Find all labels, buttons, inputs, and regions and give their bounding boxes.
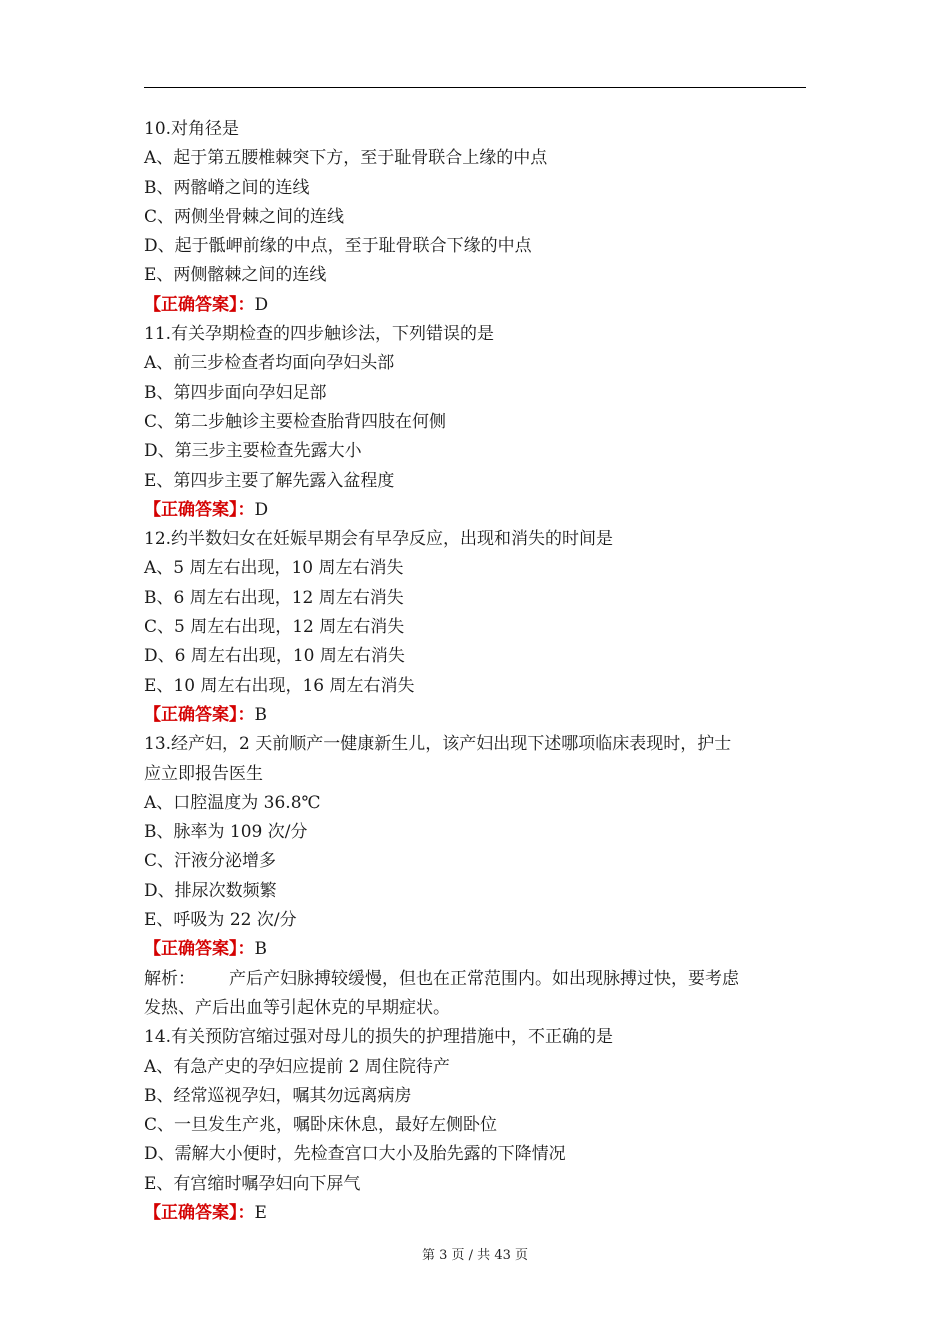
option-a: A、前三步检查者均面向孕妇头部 <box>144 353 395 374</box>
page-footer: 第 3 页 / 共 43 页 <box>422 1248 528 1263</box>
answer-label: 【正确答案】： <box>144 1202 255 1223</box>
question-stem: 11.有关孕期检查的四步触诊法，下列错误的是 <box>144 324 495 345</box>
answer-value: E <box>254 1202 267 1223</box>
question-stem: 14.有关预防宫缩过强对母儿的损失的护理措施中，不正确的是 <box>144 1027 614 1048</box>
page-content <box>144 115 806 1228</box>
header-rule <box>144 87 806 88</box>
option-a: A、5 周左右出现，10 周左右消失 <box>144 558 404 579</box>
option-c: C、第二步触诊主要检查胎背四肢在何侧 <box>144 411 447 432</box>
option-e: E、第四步主要了解先露入盆程度 <box>144 470 395 491</box>
option-b: B、两髂嵴之间的连线 <box>144 177 310 198</box>
correct-answer <box>144 291 806 320</box>
question-stem-line-1: 13.经产妇，2 天前顺产一健康新生儿，该产妇出现下述哪项临床表现时，护士 <box>144 734 732 755</box>
answer-label: 【正确答案】： <box>144 939 255 960</box>
option-a: A、口腔温度为 36.8℃ <box>144 792 321 813</box>
question-13 <box>144 730 806 1023</box>
option-b: B、6 周左右出现，12 周左右消失 <box>144 587 404 608</box>
question-14 <box>144 1023 806 1228</box>
option-d: D、6 周左右出现，10 周左右消失 <box>144 646 405 667</box>
question-stem-line-2: 应立即报告医生 <box>144 763 263 784</box>
question-12 <box>144 525 806 730</box>
option-c: C、汗液分泌增多 <box>144 851 277 872</box>
option-d: D、需解大小便时，先检查宫口大小及胎先露的下降情况 <box>144 1144 566 1165</box>
option-d: D、第三步主要检查先露大小 <box>144 441 362 462</box>
question-stem: 12.约半数妇女在妊娠早期会有早孕反应，出现和消失的时间是 <box>144 529 614 550</box>
answer-value: B <box>254 939 267 960</box>
option-c: C、一旦发生产兆，嘱卧床休息，最好左侧卧位 <box>144 1115 498 1136</box>
option-c: C、5 周左右出现，12 周左右消失 <box>144 617 405 638</box>
correct-answer <box>144 496 806 525</box>
answer-value: D <box>254 499 269 520</box>
analysis-label: 解析： <box>144 968 195 989</box>
answer-label: 【正确答案】： <box>144 704 255 725</box>
question-stem: 10.对角径是 <box>144 119 240 139</box>
option-a: A、有急产史的孕妇应提前 2 周住院待产 <box>144 1056 450 1077</box>
option-e: E、两侧髂棘之间的连线 <box>144 265 327 286</box>
answer-label: 【正确答案】： <box>144 499 255 520</box>
analysis-line-2: 发热、产后出血等引起休克的早期症状。 <box>144 997 450 1018</box>
option-b: B、脉率为 109 次/分 <box>144 822 308 843</box>
option-b: B、经常巡视孕妇，嘱其勿远离病房 <box>144 1085 412 1106</box>
question-11 <box>144 320 806 525</box>
answer-value: B <box>254 704 267 725</box>
analysis-text: 产后产妇脉搏较缓慢，但也在正常范围内。如出现脉搏过快，要考虑 <box>229 968 739 989</box>
correct-answer <box>144 935 806 964</box>
answer-label: 【正确答案】： <box>144 294 255 315</box>
correct-answer <box>144 701 806 730</box>
question-10 <box>144 115 806 320</box>
option-d: D、起于骶岬前缘的中点，至于耻骨联合下缘的中点 <box>144 236 532 257</box>
option-d: D、排尿次数频繁 <box>144 880 277 901</box>
analysis-line-1 <box>144 965 806 994</box>
option-a: A、起于第五腰椎棘突下方，至于耻骨联合上缘的中点 <box>144 148 548 169</box>
answer-value: D <box>254 294 269 315</box>
option-e: E、10 周左右出现，16 周左右消失 <box>144 675 415 696</box>
option-b: B、第四步面向孕妇足部 <box>144 382 327 403</box>
option-c: C、两侧坐骨棘之间的连线 <box>144 206 345 227</box>
option-e: E、呼吸为 22 次/分 <box>144 910 297 931</box>
option-e: E、有宫缩时嘱孕妇向下屏气 <box>144 1173 361 1194</box>
correct-answer <box>144 1199 806 1228</box>
